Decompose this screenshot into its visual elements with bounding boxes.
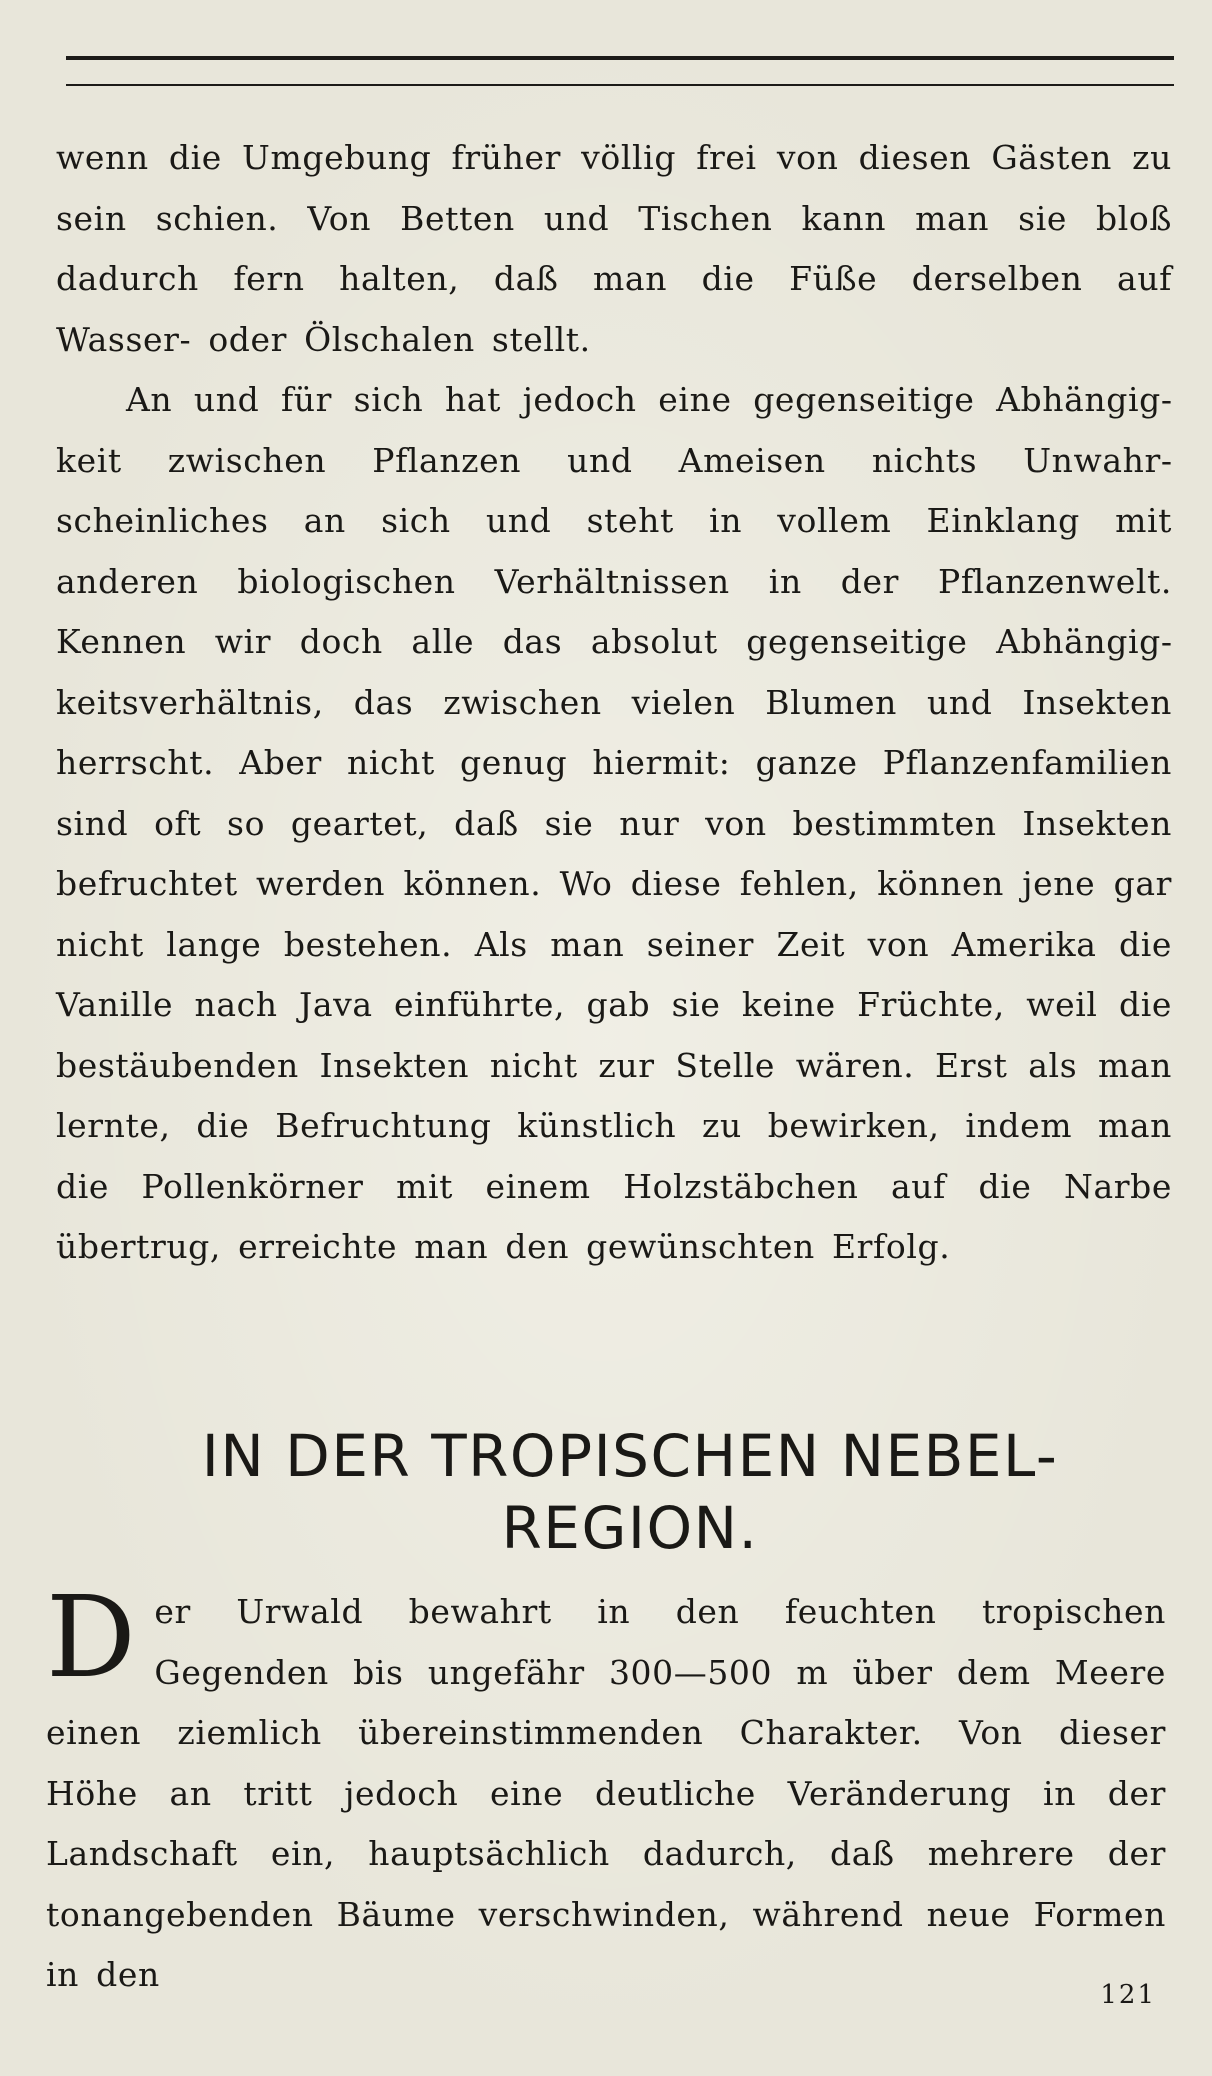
- section-heading-line-2: REGION.: [501, 1494, 759, 1562]
- paragraph-continued: wenn die Umgebung früher völlig frei von diesen Gästen zu sein schien. Von Betten und Tischen kann man sie bloß dadurch fern halten, daß man die Füße derselben auf Wasser- oder Ölschalen stellt.: [56, 138, 1172, 359]
- header-rule-thin: [66, 84, 1174, 86]
- body-text: [56, 128, 1172, 1278]
- section-heading-line-1: IN DER TROPISCHEN NEBEL-: [201, 1422, 1059, 1490]
- section-paragraph: [46, 1573, 1166, 2006]
- section-body: [46, 1573, 1166, 2006]
- header-rule-thick: [66, 56, 1174, 60]
- paragraph-ant-plant-dependence: An und für sich hat jedoch eine gegenseitige Abhängigkeit zwischen Pflanzen und Ameisen nichts Unwahrscheinliches an sich und steht in vollem Einklang mit anderen biologischen Verhältnissen in der Pflanzenwelt. Kennen wir doch alle das absolut gegenseitige Abhängigkeitsverhältnis, das zwischen vielen Blumen und Insekten herrscht. Aber nicht genug hiermit: ganze Pflanzenfamilien sind oft so geartet, daß sie nur von bestimmten Insekten befruchtet werden können. Wo diese fehlen, können jene gar nicht lange bestehen. Als man seiner Zeit von Amerika die Vanille nach Java einführte, gab sie keine Früchte, weil die bestäubenden Insekten nicht zur Stelle wären. Erst als man lernte, die Befruchtung künstlich zu bewirken, indem man die Pollenkörner mit einem Holzstäbchen auf die Narbe übertrug, erreichte man den gewünschten Erfolg.: [56, 380, 1172, 1266]
- section-paragraph-text: er Urwald bewahrt in den feuchten tropischen Gegenden bis ungefähr 300—500 m über dem Meere einen ziemlich übereinstimmenden Charakter. Von dieser Höhe an tritt jedoch eine deutliche Veränderung in der Landschaft ein, hauptsächlich dadurch, daß mehrere der tonangebenden Bäume verschwinden, während neue Formen in den: [46, 1592, 1166, 1994]
- section-heading: [80, 1420, 1180, 1564]
- page-number: 121: [1100, 1980, 1156, 2010]
- drop-cap: D: [46, 1573, 137, 1703]
